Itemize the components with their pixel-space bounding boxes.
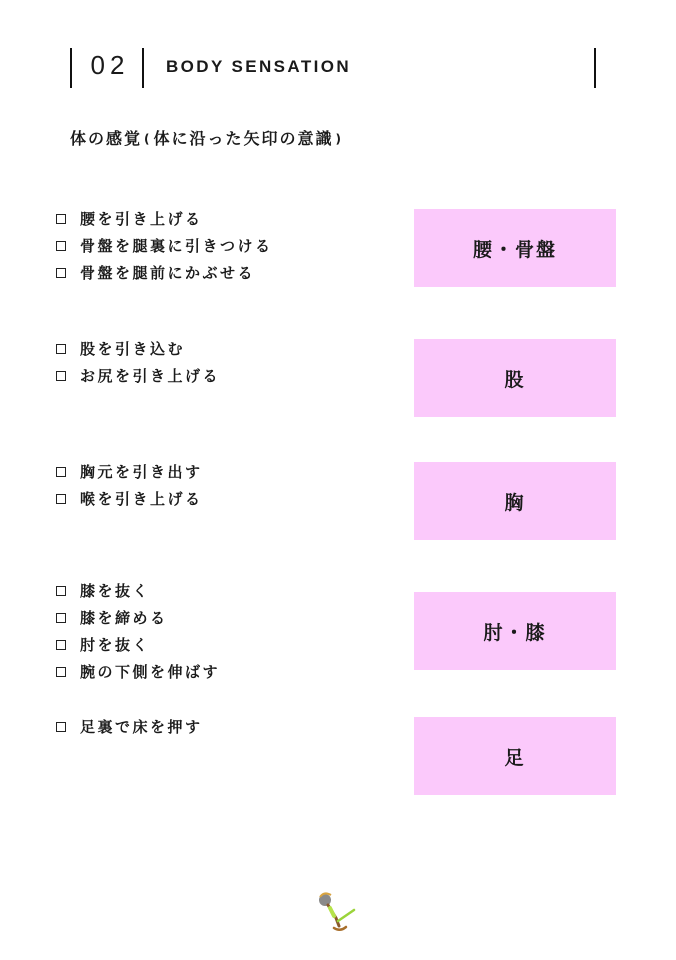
- checklist-item: [56, 485, 203, 512]
- section-number: 02: [90, 50, 130, 80]
- subtitle-paren-open: (: [144, 132, 152, 146]
- body-part-tag-elbow-knee: 肘・膝: [414, 592, 616, 670]
- checklist-item: [56, 713, 203, 740]
- body-part-tag-chest: 胸: [414, 462, 616, 540]
- subtitle-note: 体に沿った矢印の意識: [153, 129, 334, 148]
- checklist-item: [56, 631, 220, 658]
- checklist-item: [56, 577, 220, 604]
- header-right-rule: [594, 48, 596, 88]
- checklist-item-label: 胸元を引き出す: [80, 463, 203, 481]
- checklist-foot: [56, 713, 203, 740]
- checkbox-icon[interactable]: [56, 344, 66, 354]
- checkbox-icon[interactable]: [56, 241, 66, 251]
- checklist-item-label: 肘を抜く: [80, 636, 151, 654]
- checkbox-icon[interactable]: [56, 613, 66, 623]
- checklist-item: [56, 205, 273, 232]
- checklist-item: [56, 458, 203, 485]
- checklist-item-label: お尻を引き上げる: [80, 367, 221, 385]
- checklist-chest: [56, 458, 203, 512]
- subtitle-paren-close: ): [335, 132, 343, 146]
- checkbox-icon[interactable]: [56, 494, 66, 504]
- checklist-item-label: 膝を締める: [80, 609, 168, 627]
- figure-icon: [319, 893, 354, 929]
- checklist-crotch: [56, 335, 220, 389]
- checkbox-icon[interactable]: [56, 722, 66, 732]
- checkbox-icon[interactable]: [56, 667, 66, 677]
- subtitle: [70, 126, 345, 149]
- checkbox-icon[interactable]: [56, 586, 66, 596]
- checklist-item-label: 腰を引き上げる: [80, 210, 203, 228]
- checklist-item-label: 骨盤を腿前にかぶせる: [80, 264, 256, 282]
- checklist-item-label: 骨盤を腿裏に引きつける: [80, 237, 273, 255]
- checklist-item: [56, 604, 220, 631]
- checklist-item-label: 足裏で床を押す: [80, 718, 203, 736]
- checklist-item: [56, 658, 220, 685]
- checklist-item: [56, 362, 220, 389]
- checkbox-icon[interactable]: [56, 467, 66, 477]
- body-part-tag-foot: 足: [414, 717, 616, 795]
- checklist-item: [56, 335, 220, 362]
- header-divider-rule: [142, 48, 144, 88]
- checklist-item: [56, 259, 273, 286]
- checklist-item-label: 腕の下側を伸ばす: [80, 663, 221, 681]
- checkbox-icon[interactable]: [56, 371, 66, 381]
- checkbox-icon[interactable]: [56, 214, 66, 224]
- checkbox-icon[interactable]: [56, 268, 66, 278]
- checklist-item-label: 喉を引き上げる: [80, 490, 203, 508]
- subtitle-main: 体の感覚: [70, 129, 143, 148]
- body-part-tag-crotch: 股: [414, 339, 616, 417]
- checkbox-icon[interactable]: [56, 640, 66, 650]
- figure-illustration: [312, 888, 362, 934]
- body-part-tag-hip-pelvis: 腰・骨盤: [414, 209, 616, 287]
- checklist-hip-pelvis: [56, 205, 273, 286]
- checklist-item: [56, 232, 273, 259]
- checklist-item-label: 膝を抜く: [80, 582, 151, 600]
- header-left-rule: [70, 48, 72, 88]
- checklist-elbow-knee: [56, 577, 220, 685]
- page-title: BODY SENSATION: [166, 57, 352, 76]
- checklist-item-label: 股を引き込む: [80, 340, 186, 358]
